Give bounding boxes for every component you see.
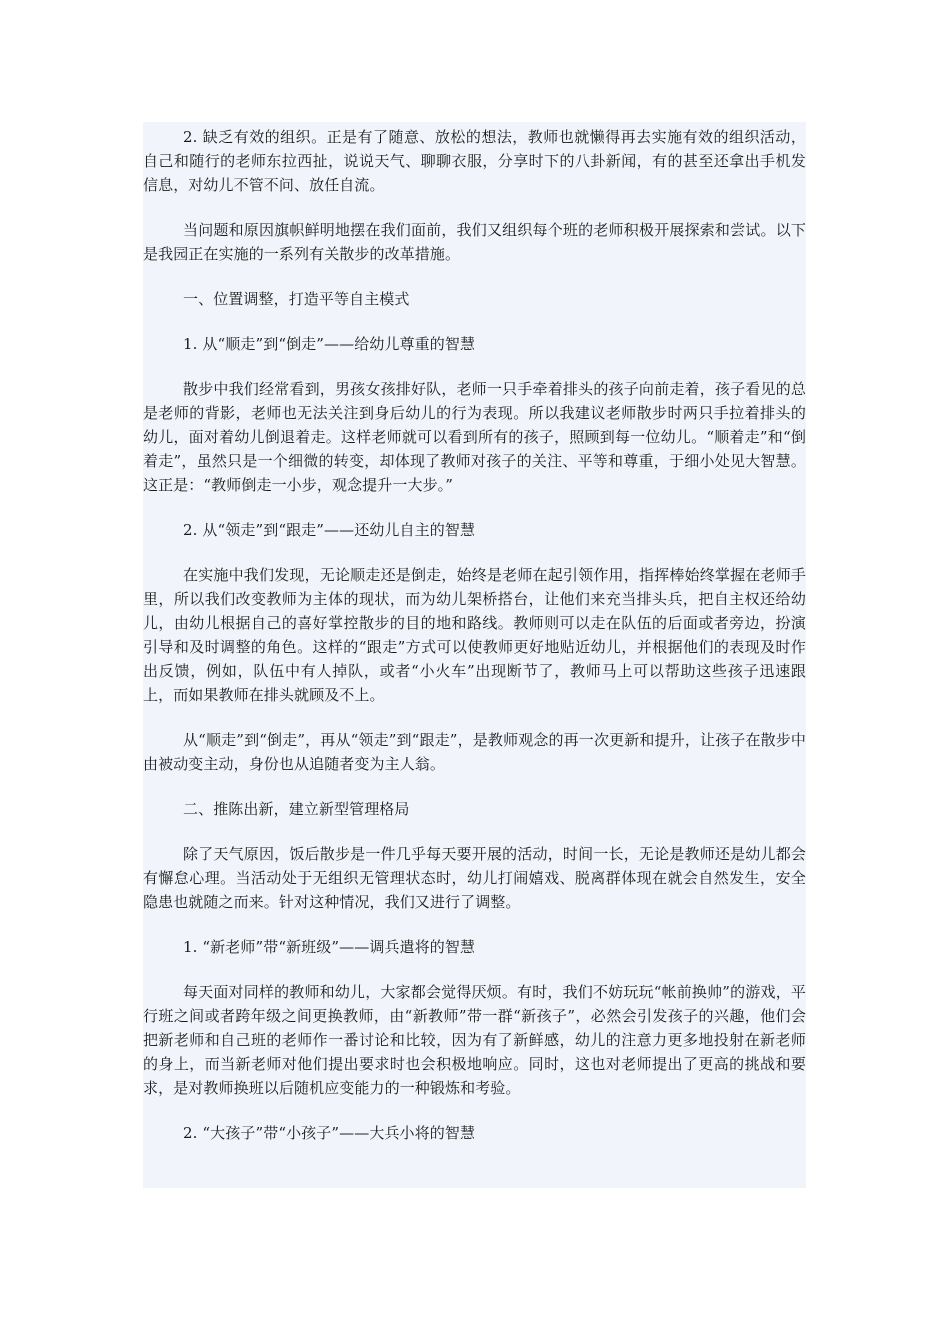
paragraph-3: 散步中我们经常看到，男孩女孩排好队，老师一只手牵着排头的孩子向前走着，孩子看见的总是老师的背影，老师也无法关注到身后幼儿的行为表现。所以我建议老师散步时两只手拉着排头的幼儿，面对着幼儿倒退着走。这样老师就可以看到所有的孩子，照顾到每一位幼儿。“顺着走”和“倒着走”，虽然只是一个细微的转变，却体现了教师对孩子的关注、平等和尊重，于细小处见大智慧。这正是：“教师倒走一小步，观念提升一大步。” bbox=[143, 380, 806, 494]
paragraph-1: 2. 缺乏有效的组织。正是有了随意、放松的想法，教师也就懒得再去实施有效的组织活动，自己和随行的老师东拉西扯，说说天气、聊聊衣服，分享时下的八卦新闻，有的甚至还拿出手机发信息，对幼儿不管不问、放任自流。 bbox=[143, 128, 806, 194]
paragraph-6: 除了天气原因，饭后散步是一件几乎每天要开展的活动，时间一长，无论是教师还是幼儿都会有懈怠心理。当活动处于无组织无管理状态时，幼儿打闹嬉戏、脱离群体现在就会自然发生，安全隐患也就随之而来。针对这种情况，我们又进行了调整。 bbox=[143, 845, 806, 911]
paragraph-5: 从“顺走”到“倒走”，再从“领走”到“跟走”，是教师观念的再一次更新和提升，让孩子在散步中由被动变主动，身份也从追随者变为主人翁。 bbox=[143, 731, 806, 773]
paragraph-7: 每天面对同样的教师和幼儿，大家都会觉得厌烦。有时，我们不妨玩玩“帐前换帅”的游戏，平行班之间或者跨年级之间更换教师，由“新教师”带一群“新孩子”，必然会引发孩子的兴趣，他们会把新老师和自己班的老师作一番讨论和比较，因为有了新鲜感，幼儿的注意力更多地投射在新老师的身上，而当新老师对他们提出要求时也会积极地响应。同时，这也对老师提出了更高的挑战和要求，是对教师换班以后随机应变能力的一种锻炼和考验。 bbox=[143, 983, 806, 1097]
subheading-2-1: 1. “新老师”带“新班级”——调兵遣将的智慧 bbox=[183, 938, 476, 956]
paragraph-2: 当问题和原因旗帜鲜明地摆在我们面前，我们又组织每个班的老师积极开展探索和尝试。以下是我园正在实施的一系列有关散步的改革措施。 bbox=[143, 221, 806, 263]
subheading-2-2: 2. “大孩子”带“小孩子”——大兵小将的智慧 bbox=[183, 1124, 476, 1142]
section-heading-2: 二、推陈出新，建立新型管理格局 bbox=[183, 800, 410, 818]
article-body bbox=[143, 122, 806, 1188]
subheading-1-2: 2. 从“领走”到“跟走”——还幼儿自主的智慧 bbox=[183, 521, 476, 539]
paragraph-4: 在实施中我们发现，无论顺走还是倒走，始终是老师在起引领作用，指挥棒始终掌握在老师手里，所以我们改变教师为主体的现状，而为幼儿架桥搭台，让他们来充当排头兵，把自主权还给幼儿，由幼儿根据自己的喜好掌控散步的目的地和路线。教师则可以走在队伍的后面或者旁边，扮演引导和及时调整的角色。这样的“跟走”方式可以使教师更好地贴近幼儿，并根据他们的表现及时作出反馈，例如，队伍中有人掉队，或者“小火车”出现断节了，教师马上可以帮助这些孩子迅速跟上，而如果教师在排头就顾及不上。 bbox=[143, 566, 806, 704]
subheading-1-1: 1. 从“顺走”到“倒走”——给幼儿尊重的智慧 bbox=[183, 335, 476, 353]
section-heading-1: 一、位置调整，打造平等自主模式 bbox=[183, 290, 410, 308]
